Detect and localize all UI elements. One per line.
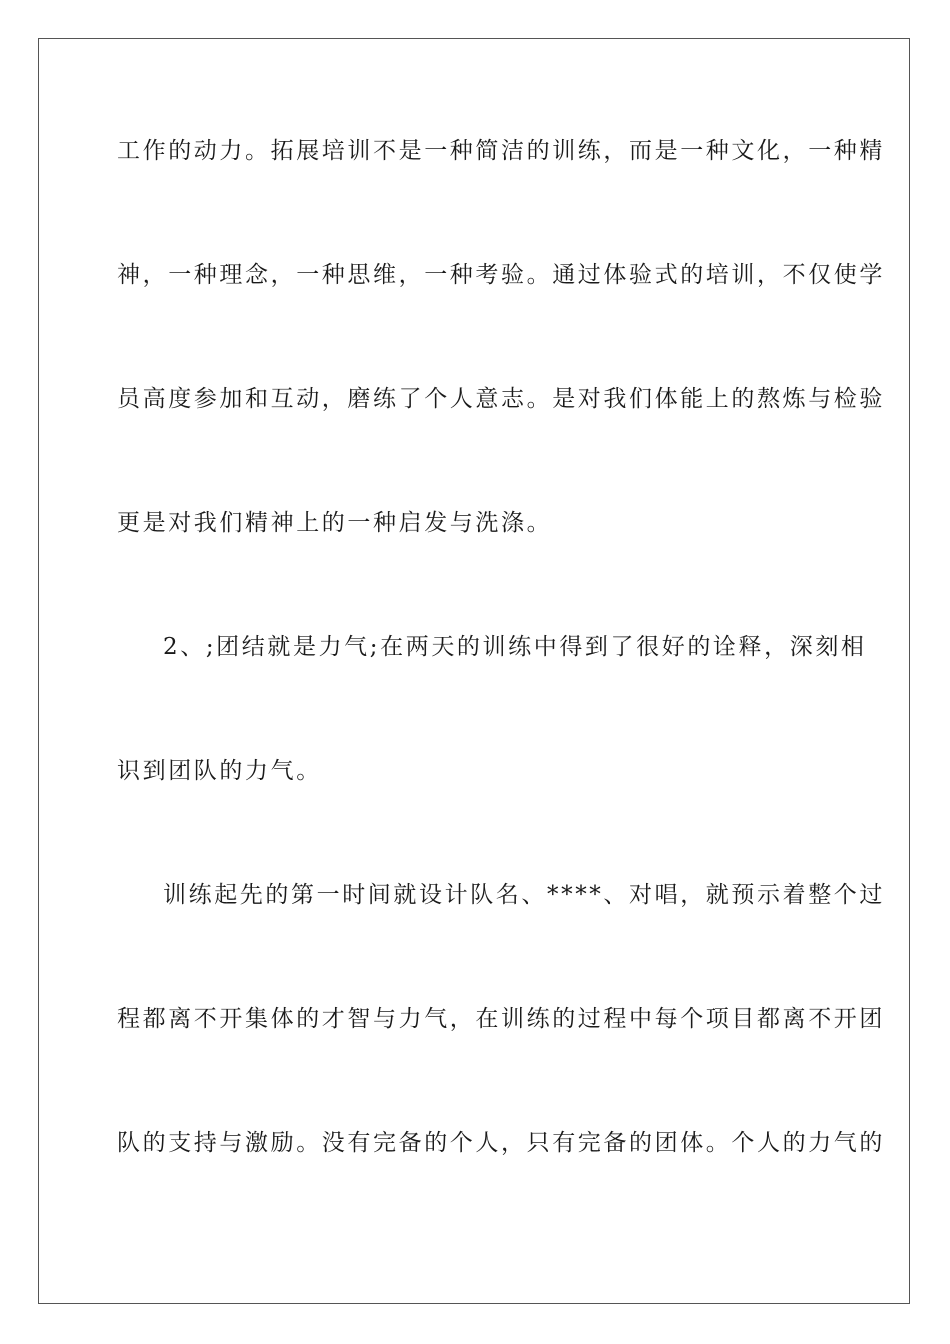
text-line: 员高度参加和互动，磨练了个人意志。是对我们体能上的熬炼与检验: [117, 386, 885, 412]
text-line: 队的支持与激励。没有完备的个人，只有完备的团体。个人的力气的: [117, 1130, 885, 1156]
text-line: 神，一种理念，一种思维，一种考验。通过体验式的培训，不仅使学: [117, 262, 885, 288]
text-line: 识到团队的力气。: [117, 758, 322, 784]
paragraph-start-line: 2、;团结就是力气;在两天的训练中得到了很好的诠释，深刻相: [163, 634, 867, 660]
text-line: 工作的动力。拓展培训不是一种简洁的训练，而是一种文化，一种精: [117, 138, 885, 164]
paragraph-start-line: 训练起先的第一时间就设计队名、****、对唱，就预示着整个过: [163, 882, 885, 908]
text-line: 程都离不开集体的才智与力气，在训练的过程中每个项目都离不开团: [117, 1006, 885, 1032]
text-line: 更是对我们精神上的一种启发与洗涤。: [117, 510, 553, 536]
page-frame: [38, 38, 910, 1304]
